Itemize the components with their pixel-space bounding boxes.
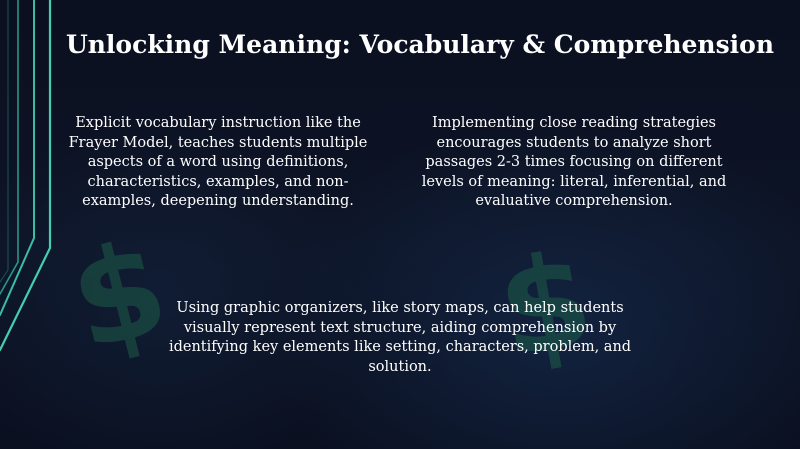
dollar-sign-icon: $ — [487, 222, 603, 388]
paragraph-close-reading: Implementing close reading strategies encourages students to analyze short passages 2-3 times focusing on different levels of meaning: literal, inferential, and evaluative comprehension. — [421, 115, 727, 209]
paragraph-graphic-organizers: Using graphic organizers, like story maps, can help students visually represent text structure, aiding comprehension by identifying key elements like setting, characters, problem, and solution. — [168, 300, 632, 375]
slide-title: Unlocking Meaning: Vocabulary & Comprehension — [65, 30, 775, 59]
paragraph-vocabulary-instruction: Explicit vocabulary instruction like the Frayer Model, teaches students multiple aspects of a word using definitions, characteristics, examples, and non-examples, deepening understanding. — [68, 115, 368, 209]
dollar-sign-icon: $ — [56, 210, 182, 380]
